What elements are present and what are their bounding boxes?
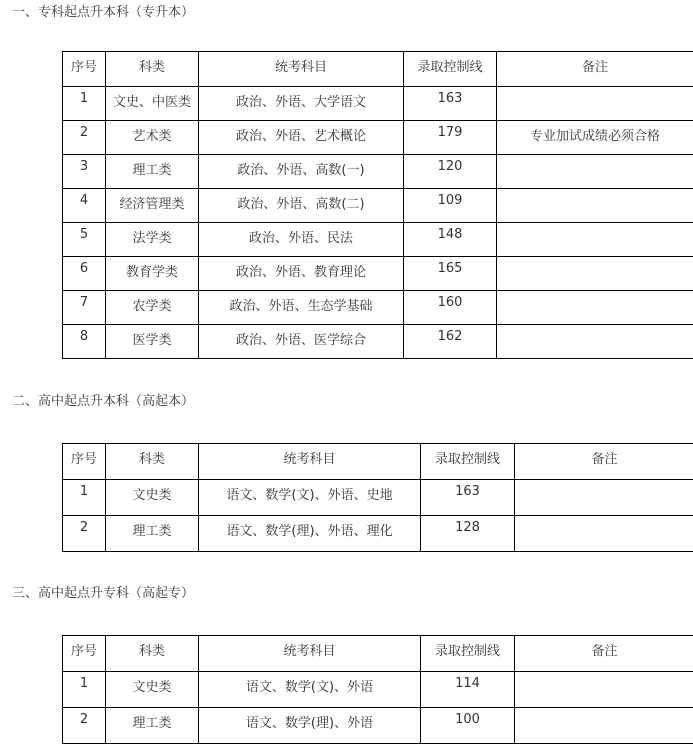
cell-subjects: 政治、外语、教育理论: [199, 257, 404, 291]
score-table-1: [62, 51, 693, 359]
cell-subjects: 语文、数学(理)、外语: [199, 708, 421, 744]
table-row: [63, 223, 693, 257]
cell-cutoff: 109: [404, 189, 497, 223]
cell-category: 艺术类: [106, 121, 199, 155]
table-row: [63, 708, 693, 744]
cell-category: 理工类: [106, 708, 199, 744]
cell-category: 文史、中医类: [106, 87, 199, 121]
table-header-row: [63, 444, 693, 480]
table-header-row: [63, 636, 693, 672]
cell-category: 理工类: [106, 516, 199, 552]
header-cutoff: 录取控制线: [421, 444, 515, 480]
cell-category: 医学类: [106, 325, 199, 359]
cell-subjects: 政治、外语、艺术概论: [199, 121, 404, 155]
cell-index: 6: [63, 257, 106, 291]
header-index: 序号: [63, 444, 106, 480]
cell-subjects: 政治、外语、生态学基础: [199, 291, 404, 325]
section-title-1: 一、专科起点升本科（专升本）: [12, 5, 195, 20]
cell-cutoff: 128: [421, 516, 515, 552]
table-row: [63, 516, 693, 552]
table-body: [63, 52, 693, 359]
table-row: [63, 480, 693, 516]
cell-remarks: [497, 257, 693, 291]
table-row: [63, 257, 693, 291]
header-remarks: 备注: [515, 444, 693, 480]
header-subjects: 统考科目: [199, 444, 421, 480]
cell-subjects: 政治、外语、医学综合: [199, 325, 404, 359]
header-subjects: 统考科目: [199, 52, 404, 87]
cell-index: 2: [63, 121, 106, 155]
cell-cutoff: 163: [421, 480, 515, 516]
cell-subjects: 政治、外语、大学语文: [199, 87, 404, 121]
cell-subjects: 语文、数学(文)、外语: [199, 672, 421, 708]
cell-index: 2: [63, 516, 106, 552]
table-row: [63, 291, 693, 325]
cell-cutoff: 160: [404, 291, 497, 325]
cell-remarks: [497, 155, 693, 189]
cell-index: 8: [63, 325, 106, 359]
cell-category: 教育学类: [106, 257, 199, 291]
cell-subjects: 政治、外语、高数(一): [199, 155, 404, 189]
cell-category: 农学类: [106, 291, 199, 325]
table-row: [63, 189, 693, 223]
table-row: [63, 87, 693, 121]
section-title-2: 二、高中起点升本科（高起本）: [12, 394, 195, 409]
cell-category: 文史类: [106, 480, 199, 516]
header-index: 序号: [63, 52, 106, 87]
table-row: [63, 155, 693, 189]
header-category: 科类: [106, 444, 199, 480]
cell-cutoff: 179: [404, 121, 497, 155]
table-row: [63, 325, 693, 359]
header-category: 科类: [106, 52, 199, 87]
score-table-3: [62, 635, 693, 744]
table-row: [63, 121, 693, 155]
header-subjects: 统考科目: [199, 636, 421, 672]
score-table-2: [62, 443, 693, 552]
cell-remarks: [497, 291, 693, 325]
header-category: 科类: [106, 636, 199, 672]
cell-remarks: [515, 708, 693, 744]
cell-category: 理工类: [106, 155, 199, 189]
table-body: [63, 444, 693, 552]
cell-remarks: [515, 480, 693, 516]
header-cutoff: 录取控制线: [404, 52, 497, 87]
table-header-row: [63, 52, 693, 87]
cell-index: 1: [63, 672, 106, 708]
cell-index: 1: [63, 480, 106, 516]
cell-index: 5: [63, 223, 106, 257]
cell-subjects: 政治、外语、民法: [199, 223, 404, 257]
cell-cutoff: 120: [404, 155, 497, 189]
cell-cutoff: 114: [421, 672, 515, 708]
cell-index: 3: [63, 155, 106, 189]
cell-subjects: 语文、数学(理)、外语、理化: [199, 516, 421, 552]
cell-index: 2: [63, 708, 106, 744]
cell-index: 7: [63, 291, 106, 325]
cell-remarks: 专业加试成绩必须合格: [497, 121, 693, 155]
cell-category: 经济管理类: [106, 189, 199, 223]
cell-remarks: [497, 189, 693, 223]
cell-index: 1: [63, 87, 106, 121]
table-row: [63, 672, 693, 708]
cell-subjects: 政治、外语、高数(二): [199, 189, 404, 223]
cell-remarks: [497, 87, 693, 121]
cell-remarks: [515, 516, 693, 552]
cell-cutoff: 163: [404, 87, 497, 121]
cell-remarks: [497, 325, 693, 359]
cell-cutoff: 100: [421, 708, 515, 744]
section-title-3: 三、高中起点升专科（高起专）: [12, 586, 195, 601]
header-cutoff: 录取控制线: [421, 636, 515, 672]
cell-cutoff: 162: [404, 325, 497, 359]
cell-index: 4: [63, 189, 106, 223]
cell-cutoff: 148: [404, 223, 497, 257]
header-index: 序号: [63, 636, 106, 672]
cell-remarks: [515, 672, 693, 708]
cell-subjects: 语文、数学(文)、外语、史地: [199, 480, 421, 516]
cell-category: 文史类: [106, 672, 199, 708]
table-body: [63, 636, 693, 744]
cell-remarks: [497, 223, 693, 257]
header-remarks: 备注: [515, 636, 693, 672]
cell-cutoff: 165: [404, 257, 497, 291]
cell-category: 法学类: [106, 223, 199, 257]
header-remarks: 备注: [497, 52, 693, 87]
